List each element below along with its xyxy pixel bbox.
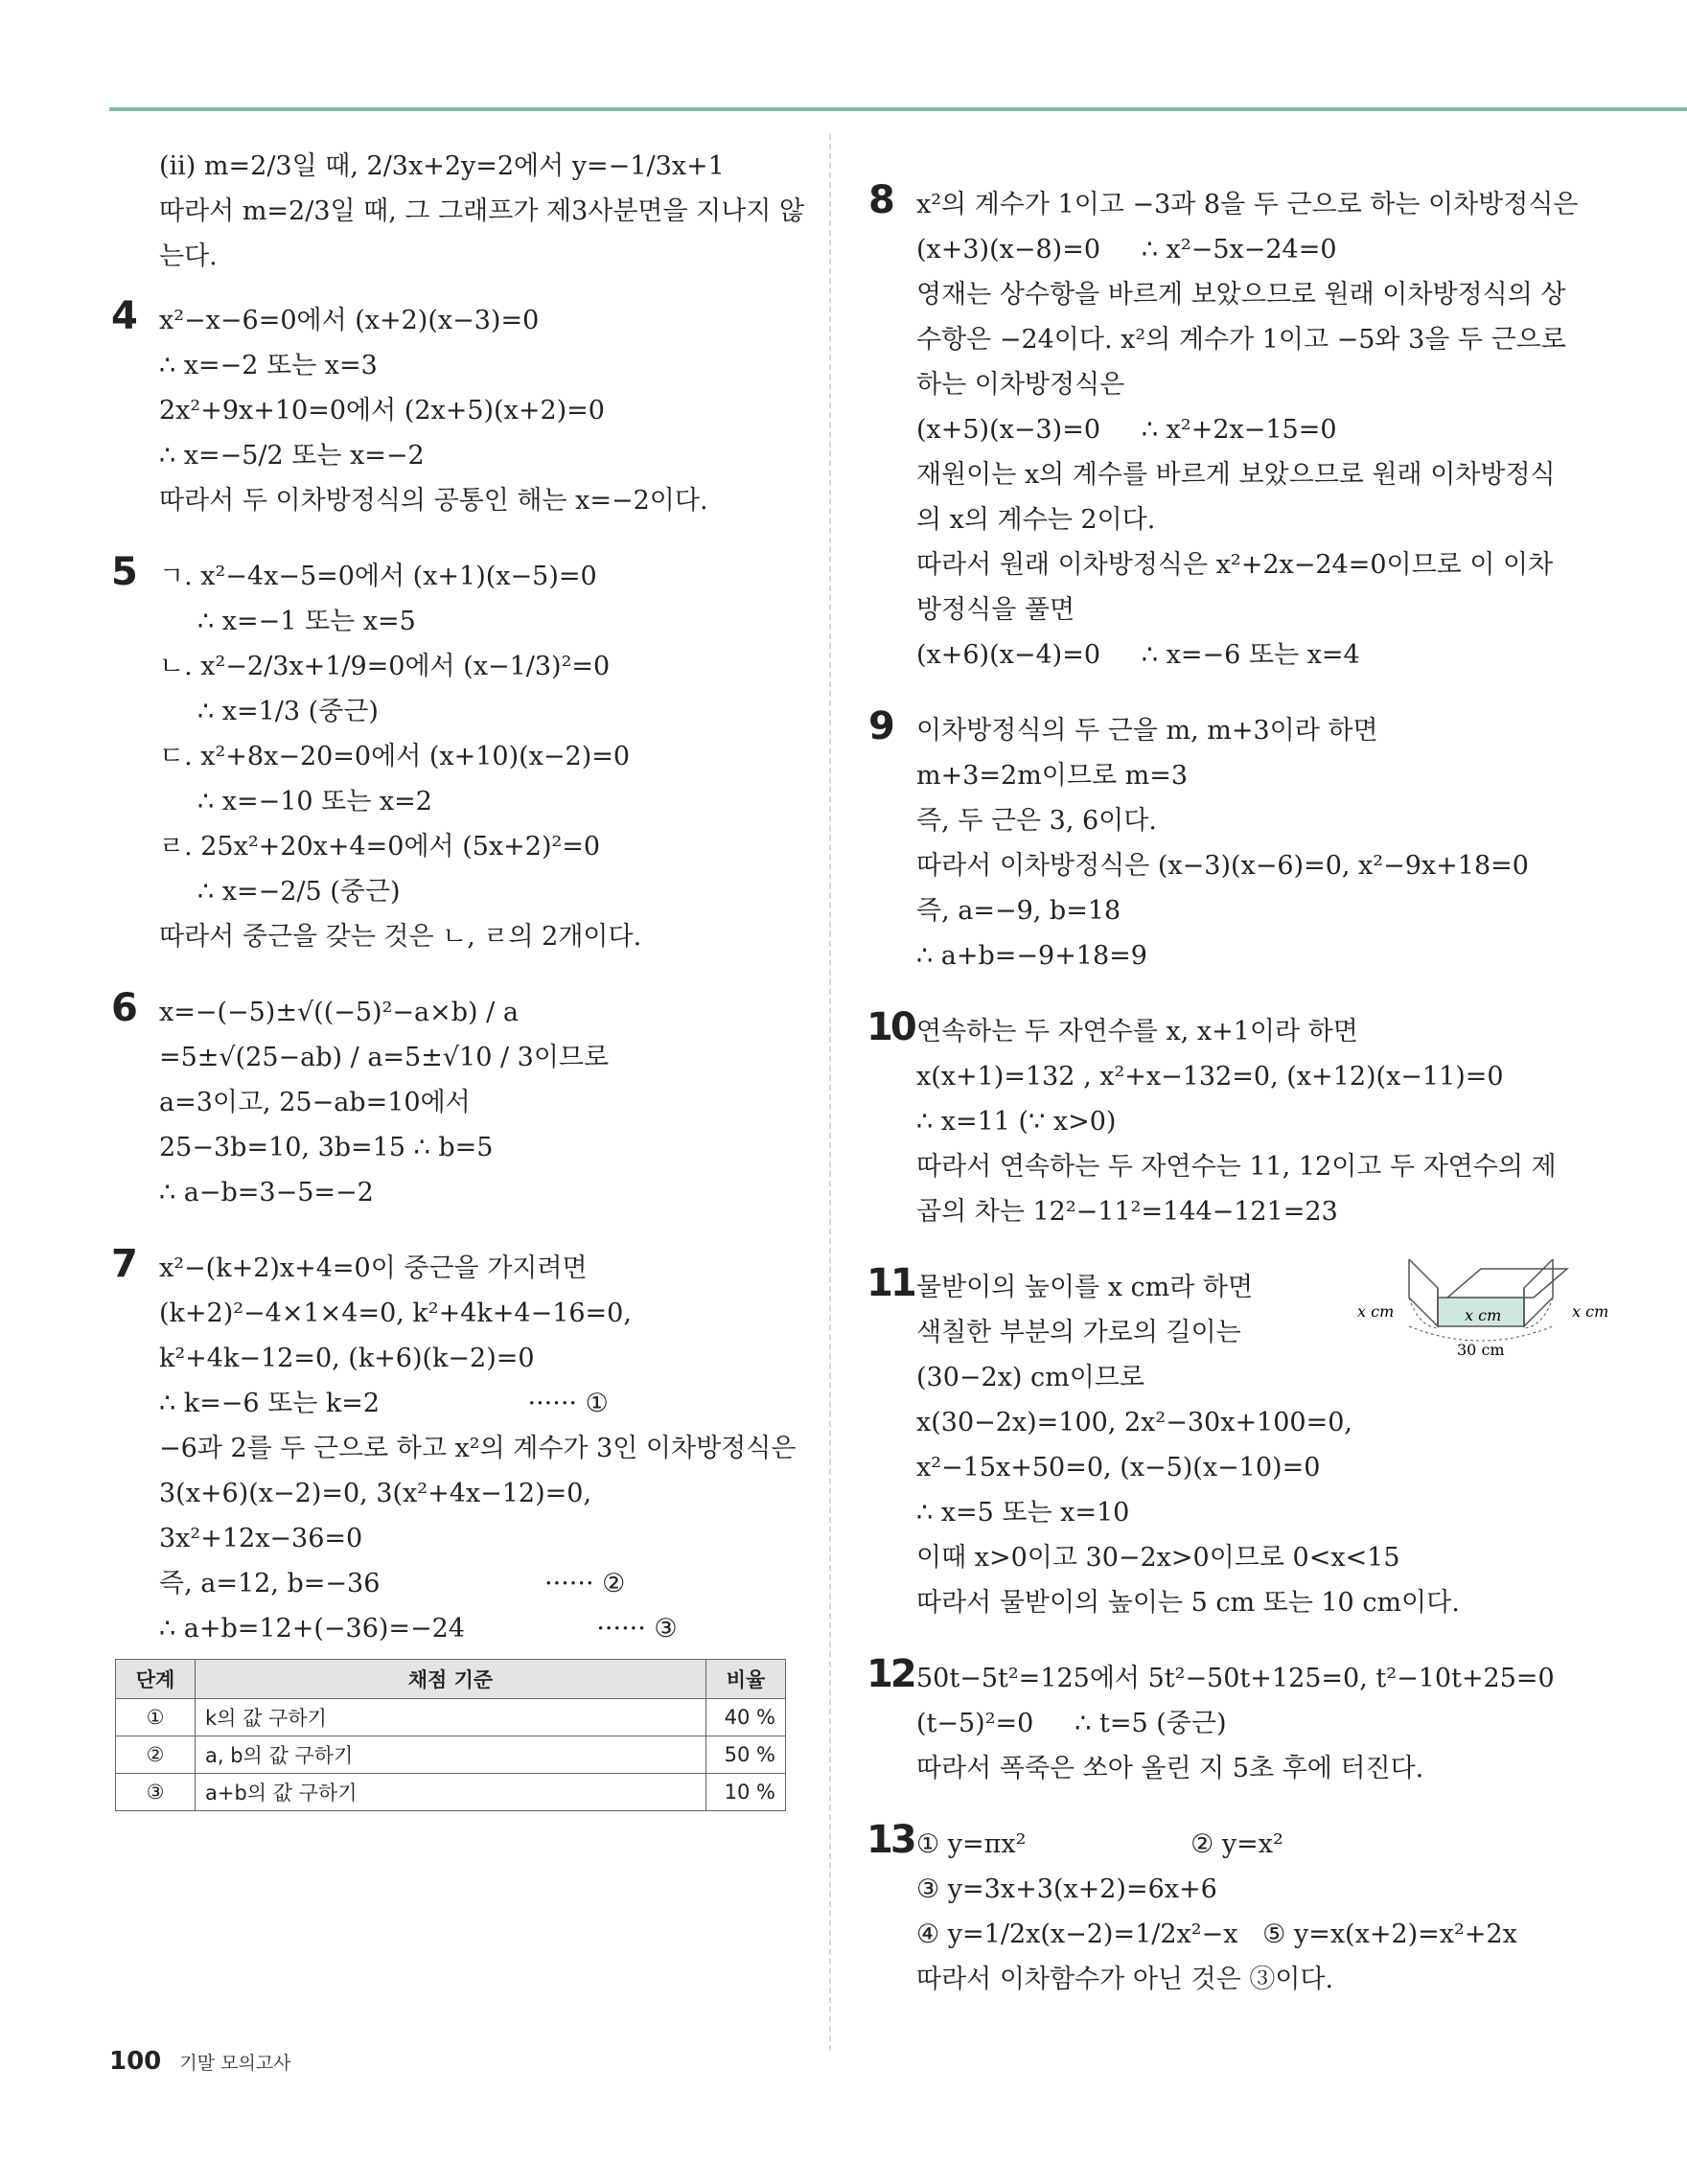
- table-header: 비율: [706, 1660, 786, 1699]
- solution-line: x(30−2x)=100, 2x²−30x+100=0,: [916, 1408, 1352, 1437]
- solution-line: 즉, 두 근은 3, 6이다.: [916, 806, 1157, 836]
- book-title: 기말 모의고사: [179, 2053, 291, 2074]
- solution-line: ∴ a+b=−9+18=9: [916, 941, 1147, 971]
- solution-line: 물받이의 높이를 x cm라 하면: [916, 1273, 1254, 1302]
- solution-line: ∴ x=−10 또는 x=2: [197, 787, 432, 816]
- table-cell: a, b의 값 구하기: [196, 1736, 706, 1774]
- table-cell: 40 %: [706, 1699, 786, 1736]
- solution-line: 색칠한 부분의 가로의 길이는: [916, 1318, 1241, 1347]
- left-column: [111, 144, 805, 1811]
- solution-line: m+3=2m이므로 m=3: [916, 761, 1189, 791]
- diagram-back-edge: [1447, 1269, 1567, 1298]
- solution-line: ④ y=1/2x(x−2)=1/2x²−x ⑤ y=x(x+2)=x²+2x: [916, 1920, 1517, 1949]
- solution-line: ∴ x=11 (∵ x>0): [916, 1107, 1117, 1137]
- solution-line: 곱의 차는 12²−11²=144−121=23: [916, 1197, 1338, 1227]
- solution-line: 방정식을 풀면: [916, 595, 1075, 625]
- problem-10: [867, 1005, 1629, 1234]
- gutter-diagram: [1352, 1259, 1639, 1403]
- problem-number: 12: [867, 1652, 914, 1696]
- table-cell: ②: [116, 1736, 196, 1774]
- table-header: 단계: [116, 1660, 196, 1699]
- problem-7: [111, 1242, 797, 1651]
- solution-line: (30−2x) cm이므로: [916, 1363, 1145, 1392]
- solution-line: (x+3)(x−8)=0 ∴ x²−5x−24=0: [916, 235, 1337, 264]
- table-header-row: [116, 1660, 786, 1699]
- solution-line: (k+2)²−4×1×4=0, k²+4k+4−16=0,: [159, 1299, 632, 1328]
- solution-line: 따라서 중근을 갖는 것은 ㄴ, ㄹ의 2개이다.: [159, 922, 642, 952]
- solution-line: 3x²+12x−36=0: [159, 1524, 363, 1553]
- intro-line: (ii) m=2/3일 때, 2/3x+2y=2에서 y=−1/3x+1: [159, 151, 725, 181]
- solution-line: 영재는 상수항을 바르게 보았으므로 원래 이차방정식의 상: [916, 280, 1566, 310]
- right-column: [867, 178, 1629, 2033]
- solution-line: x=−(−5)±√((−5)²−a×b) / a: [159, 998, 519, 1027]
- scoring-table: [115, 1659, 786, 1811]
- problem-9: [868, 704, 1629, 978]
- problem-number: 4: [111, 294, 138, 338]
- solution-line: 재원이는 x의 계수를 바르게 보았으므로 원래 이차방정식: [916, 460, 1556, 490]
- solution-line: ∴ x=−2/5 (중근): [197, 877, 401, 907]
- solution-line: 따라서 원래 이차방정식은 x²+2x−24=0이므로 이 이차: [916, 550, 1554, 580]
- solution-line: 하는 이차방정식은: [916, 370, 1125, 400]
- solution-line: 25−3b=10, 3b=15 ∴ b=5: [159, 1133, 494, 1162]
- solution-line: 의 x의 계수는 2이다.: [916, 505, 1156, 535]
- diagram-center-label: x cm: [1465, 1306, 1502, 1324]
- solution-line: x²−15x+50=0, (x−5)(x−10)=0: [916, 1453, 1321, 1483]
- solution-line: 즉, a=−9, b=18: [916, 896, 1121, 926]
- problem-number: 11: [867, 1261, 914, 1305]
- problem-number: 6: [111, 986, 138, 1030]
- solution-line: 연속하는 두 자연수를 x, x+1이라 하면: [916, 1017, 1358, 1046]
- solution-line: −6과 2를 두 근으로 하고 x²의 계수가 3인 이차방정식은: [159, 1434, 797, 1463]
- solution-line: 따라서 물받이의 높이는 5 cm 또는 10 cm이다.: [916, 1588, 1460, 1618]
- solution-line: 따라서 연속하는 두 자연수는 11, 12이고 두 자연수의 제: [916, 1152, 1557, 1182]
- solution-line: ① y=πx² ② y=x²: [916, 1829, 1283, 1859]
- solution-line: 3(x+6)(x−2)=0, 3(x²+4x−12)=0,: [159, 1479, 592, 1508]
- problem-6: [111, 986, 786, 1215]
- solution-line: 수항은 −24이다. x²의 계수가 1이고 −5와 3을 두 근으로: [916, 325, 1566, 355]
- table-cell: 50 %: [706, 1736, 786, 1774]
- solution-line: k²+4k−12=0, (k+6)(k−2)=0: [159, 1344, 535, 1373]
- solution-line: x²의 계수가 1이고 −3과 8을 두 근으로 하는 이차방정식은: [916, 190, 1579, 219]
- column-divider: [829, 134, 831, 2051]
- solution-line: ∴ x=1/3 (중근): [197, 697, 379, 726]
- solution-line: x(x+1)=132 , x²+x−132=0, (x+12)(x−11)=0: [916, 1062, 1504, 1092]
- table-cell: 10 %: [706, 1774, 786, 1811]
- solution-line: 50t−5t²=125에서 5t²−50t+125=0, t²−10t+25=0: [916, 1664, 1555, 1693]
- diagram-bottom-label: 30 cm: [1457, 1341, 1505, 1359]
- table-cell: k의 값 구하기: [196, 1699, 706, 1736]
- solution-line: 따라서 폭죽은 쏘아 올린 지 5초 후에 터진다.: [916, 1754, 1424, 1783]
- problem-number: 9: [868, 704, 895, 748]
- top-accent-line: [109, 107, 1687, 111]
- problem-13: [867, 1818, 1629, 2002]
- solution-line: (x+6)(x−4)=0 ∴ x=−6 또는 x=4: [916, 640, 1360, 670]
- page-footer: [109, 2047, 291, 2076]
- intro-line: 따라서 m=2/3일 때, 그 그래프가 제3사분면을 지나지 않: [159, 196, 805, 226]
- solution-line: ㄱ. x²−4x−5=0에서 (x+1)(x−5)=0: [159, 562, 597, 591]
- solution-line: 따라서 이차함수가 아닌 것은 ③이다.: [916, 1965, 1334, 1994]
- solution-line: (t−5)²=0 ∴ t=5 (중근): [916, 1709, 1227, 1738]
- solution-line: ③ y=3x+3(x+2)=6x+6: [916, 1874, 1217, 1904]
- solution-line: 이때 x>0이고 30−2x>0이므로 0<x<15: [916, 1543, 1400, 1573]
- solution-line: 따라서 두 이차방정식의 공통인 해는 x=−2이다.: [159, 486, 708, 516]
- table-cell: a+b의 값 구하기: [196, 1774, 706, 1811]
- solution-line: (x+5)(x−3)=0 ∴ x²+2x−15=0: [916, 415, 1337, 445]
- solution-line: ∴ a+b=12+(−36)=−24 ······ ③: [159, 1614, 678, 1644]
- problem-number: 5: [111, 550, 138, 594]
- solution-line: ∴ k=−6 또는 k=2 ······ ①: [159, 1389, 609, 1418]
- diagram-bottom-arc: [1409, 1326, 1553, 1341]
- diagram-left-label: x cm: [1357, 1302, 1395, 1321]
- table-row: [116, 1699, 786, 1736]
- solution-line: ∴ x=−2 또는 x=3: [159, 351, 378, 380]
- problem-number: 8: [868, 178, 895, 222]
- solution-line: x²−(k+2)x+4=0이 중근을 가지려면: [159, 1253, 588, 1283]
- table-cell: ③: [116, 1774, 196, 1811]
- page-number: 100: [109, 2047, 162, 2076]
- solution-line: ∴ x=5 또는 x=10: [916, 1498, 1130, 1528]
- solution-line: a=3이고, 25−ab=10에서: [159, 1088, 471, 1117]
- solution-line: ∴ x=−1 또는 x=5: [197, 607, 416, 636]
- solution-line: x²−x−6=0에서 (x+2)(x−3)=0: [159, 306, 540, 335]
- diagram-right-label: x cm: [1572, 1302, 1609, 1321]
- table-cell: ①: [116, 1699, 196, 1736]
- solution-line: ∴ a−b=3−5=−2: [159, 1178, 374, 1207]
- problem-8: [868, 178, 1629, 678]
- intro-line: 는다.: [159, 241, 218, 271]
- table-header: 채점 기준: [196, 1660, 706, 1699]
- problem-number: 13: [867, 1818, 914, 1862]
- problem-11: [867, 1261, 1629, 1625]
- problem-4: [111, 294, 786, 523]
- solution-line: ∴ x=−5/2 또는 x=−2: [159, 441, 425, 471]
- table-row: [116, 1736, 786, 1774]
- solution-line: 이차방정식의 두 근을 m, m+3이라 하면: [916, 716, 1378, 746]
- problem-number: 7: [111, 1242, 138, 1286]
- solution-line: =5±√(25−ab) / a=5±√10 / 3이므로: [159, 1043, 610, 1072]
- solution-line: ㄹ. 25x²+20x+4=0에서 (5x+2)²=0: [159, 832, 601, 862]
- solution-line: ㄷ. x²+8x−20=0에서 (x+10)(x−2)=0: [159, 742, 631, 771]
- problem-5: [111, 550, 786, 959]
- solution-line: ㄴ. x²−2/3x+1/9=0에서 (x−1/3)²=0: [159, 652, 611, 681]
- table-row: [116, 1774, 786, 1811]
- solution-line: 2x²+9x+10=0에서 (2x+5)(x+2)=0: [159, 396, 605, 425]
- problem-number: 10: [867, 1005, 914, 1049]
- problem-12: [867, 1652, 1629, 1791]
- intro-block: [115, 144, 805, 279]
- diagram-left-wall: [1409, 1259, 1438, 1326]
- solution-line: 즉, a=12, b=−36 ······ ②: [159, 1569, 626, 1598]
- solution-line: 따라서 이차방정식은 (x−3)(x−6)=0, x²−9x+18=0: [916, 851, 1529, 881]
